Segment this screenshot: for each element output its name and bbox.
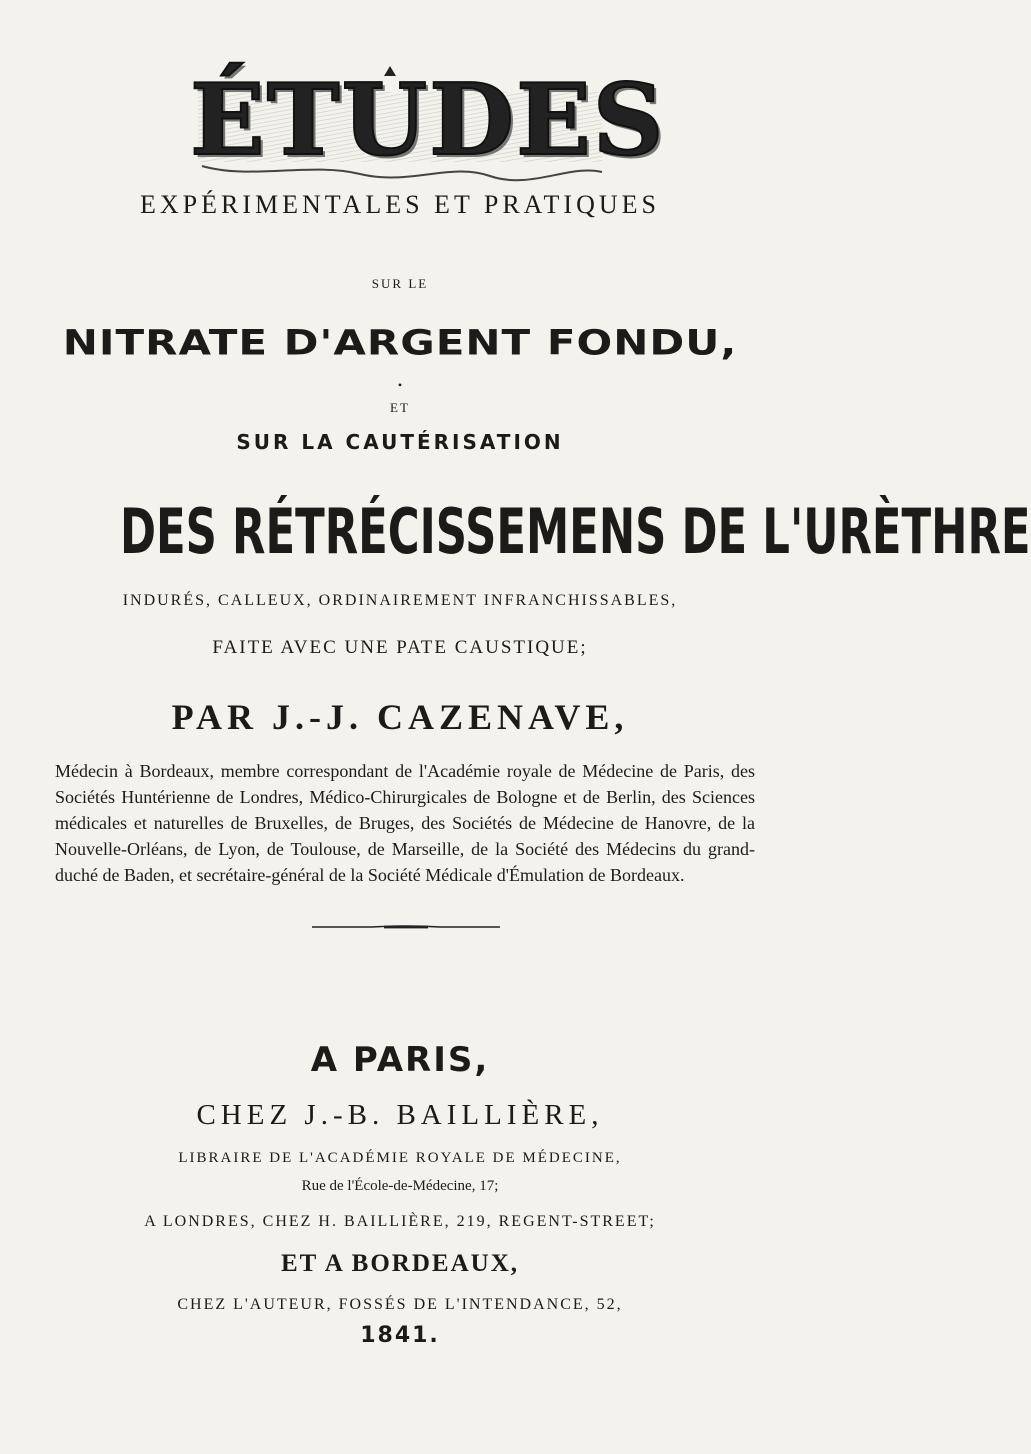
london-address: A LONDRES, CHEZ H. BAILLIÈRE, 219, REGENT-STREET; bbox=[144, 1213, 656, 1230]
retrecissemens-title: DES RÉTRÉCISSEMENS DE L'URÈTHRE bbox=[120, 495, 1031, 568]
author-address: CHEZ L'AUTEUR, FOSSÉS DE L'INTENDANCE, 52, bbox=[177, 1296, 623, 1313]
ornament-dot-icon: • bbox=[397, 378, 403, 392]
method-line: FAITE AVEC UNE PATE CAUSTIQUE; bbox=[212, 637, 588, 658]
subtitle: EXPÉRIMENTALES ET PRATIQUES bbox=[139, 190, 660, 219]
divider-rule bbox=[312, 925, 500, 929]
bordeaux-line: ET A BORDEAUX, bbox=[280, 1250, 519, 1277]
author-byline: PAR J.-J. CAZENAVE, bbox=[171, 697, 629, 737]
publisher-title: LIBRAIRE DE L'ACADÉMIE ROYALE DE MÉDECINE, bbox=[178, 1150, 622, 1166]
author-bio: Médecin à Bordeaux, membre correspondant de l'Académie royale de Médecine de Paris, des Sociétés Huntérienne de Londres, Médico-Chirurgicales de Bologne et de Berlin, des Sciences médicales et naturelles de Bruxelles, de Bruges, des Sociétés de Médecine de Hanovre, de la Nouvelle-Orléans, de Lyon, de Toulouse, de Marseille, de la Société des Médecins du grand-duché de Baden, et secrétaire-général de la Société Médicale d'Émulation de Bordeaux. bbox=[55, 761, 755, 885]
sur-le: SUR LE bbox=[371, 276, 429, 291]
ornamental-title bbox=[190, 62, 666, 180]
qualifiers: INDURÉS, CALLEUX, ORDINAIREMENT INFRANCHISSABLES, bbox=[122, 592, 678, 609]
ornamental-title-text: ÉTUDES bbox=[190, 63, 666, 178]
subject-title: NITRATE D'ARGENT FONDU, bbox=[62, 322, 738, 363]
publisher-name: CHEZ J.-B. BAILLIÈRE, bbox=[196, 1099, 604, 1131]
cauterisation-title: SUR LA CAUTÉRISATION bbox=[236, 430, 564, 454]
imprint-city: A PARIS, bbox=[310, 1040, 490, 1080]
publication-year: 1841. bbox=[360, 1323, 440, 1348]
publisher-address: Rue de l'École-de-Médecine, 17; bbox=[301, 1178, 499, 1194]
conjunction-et: ET bbox=[390, 400, 410, 415]
